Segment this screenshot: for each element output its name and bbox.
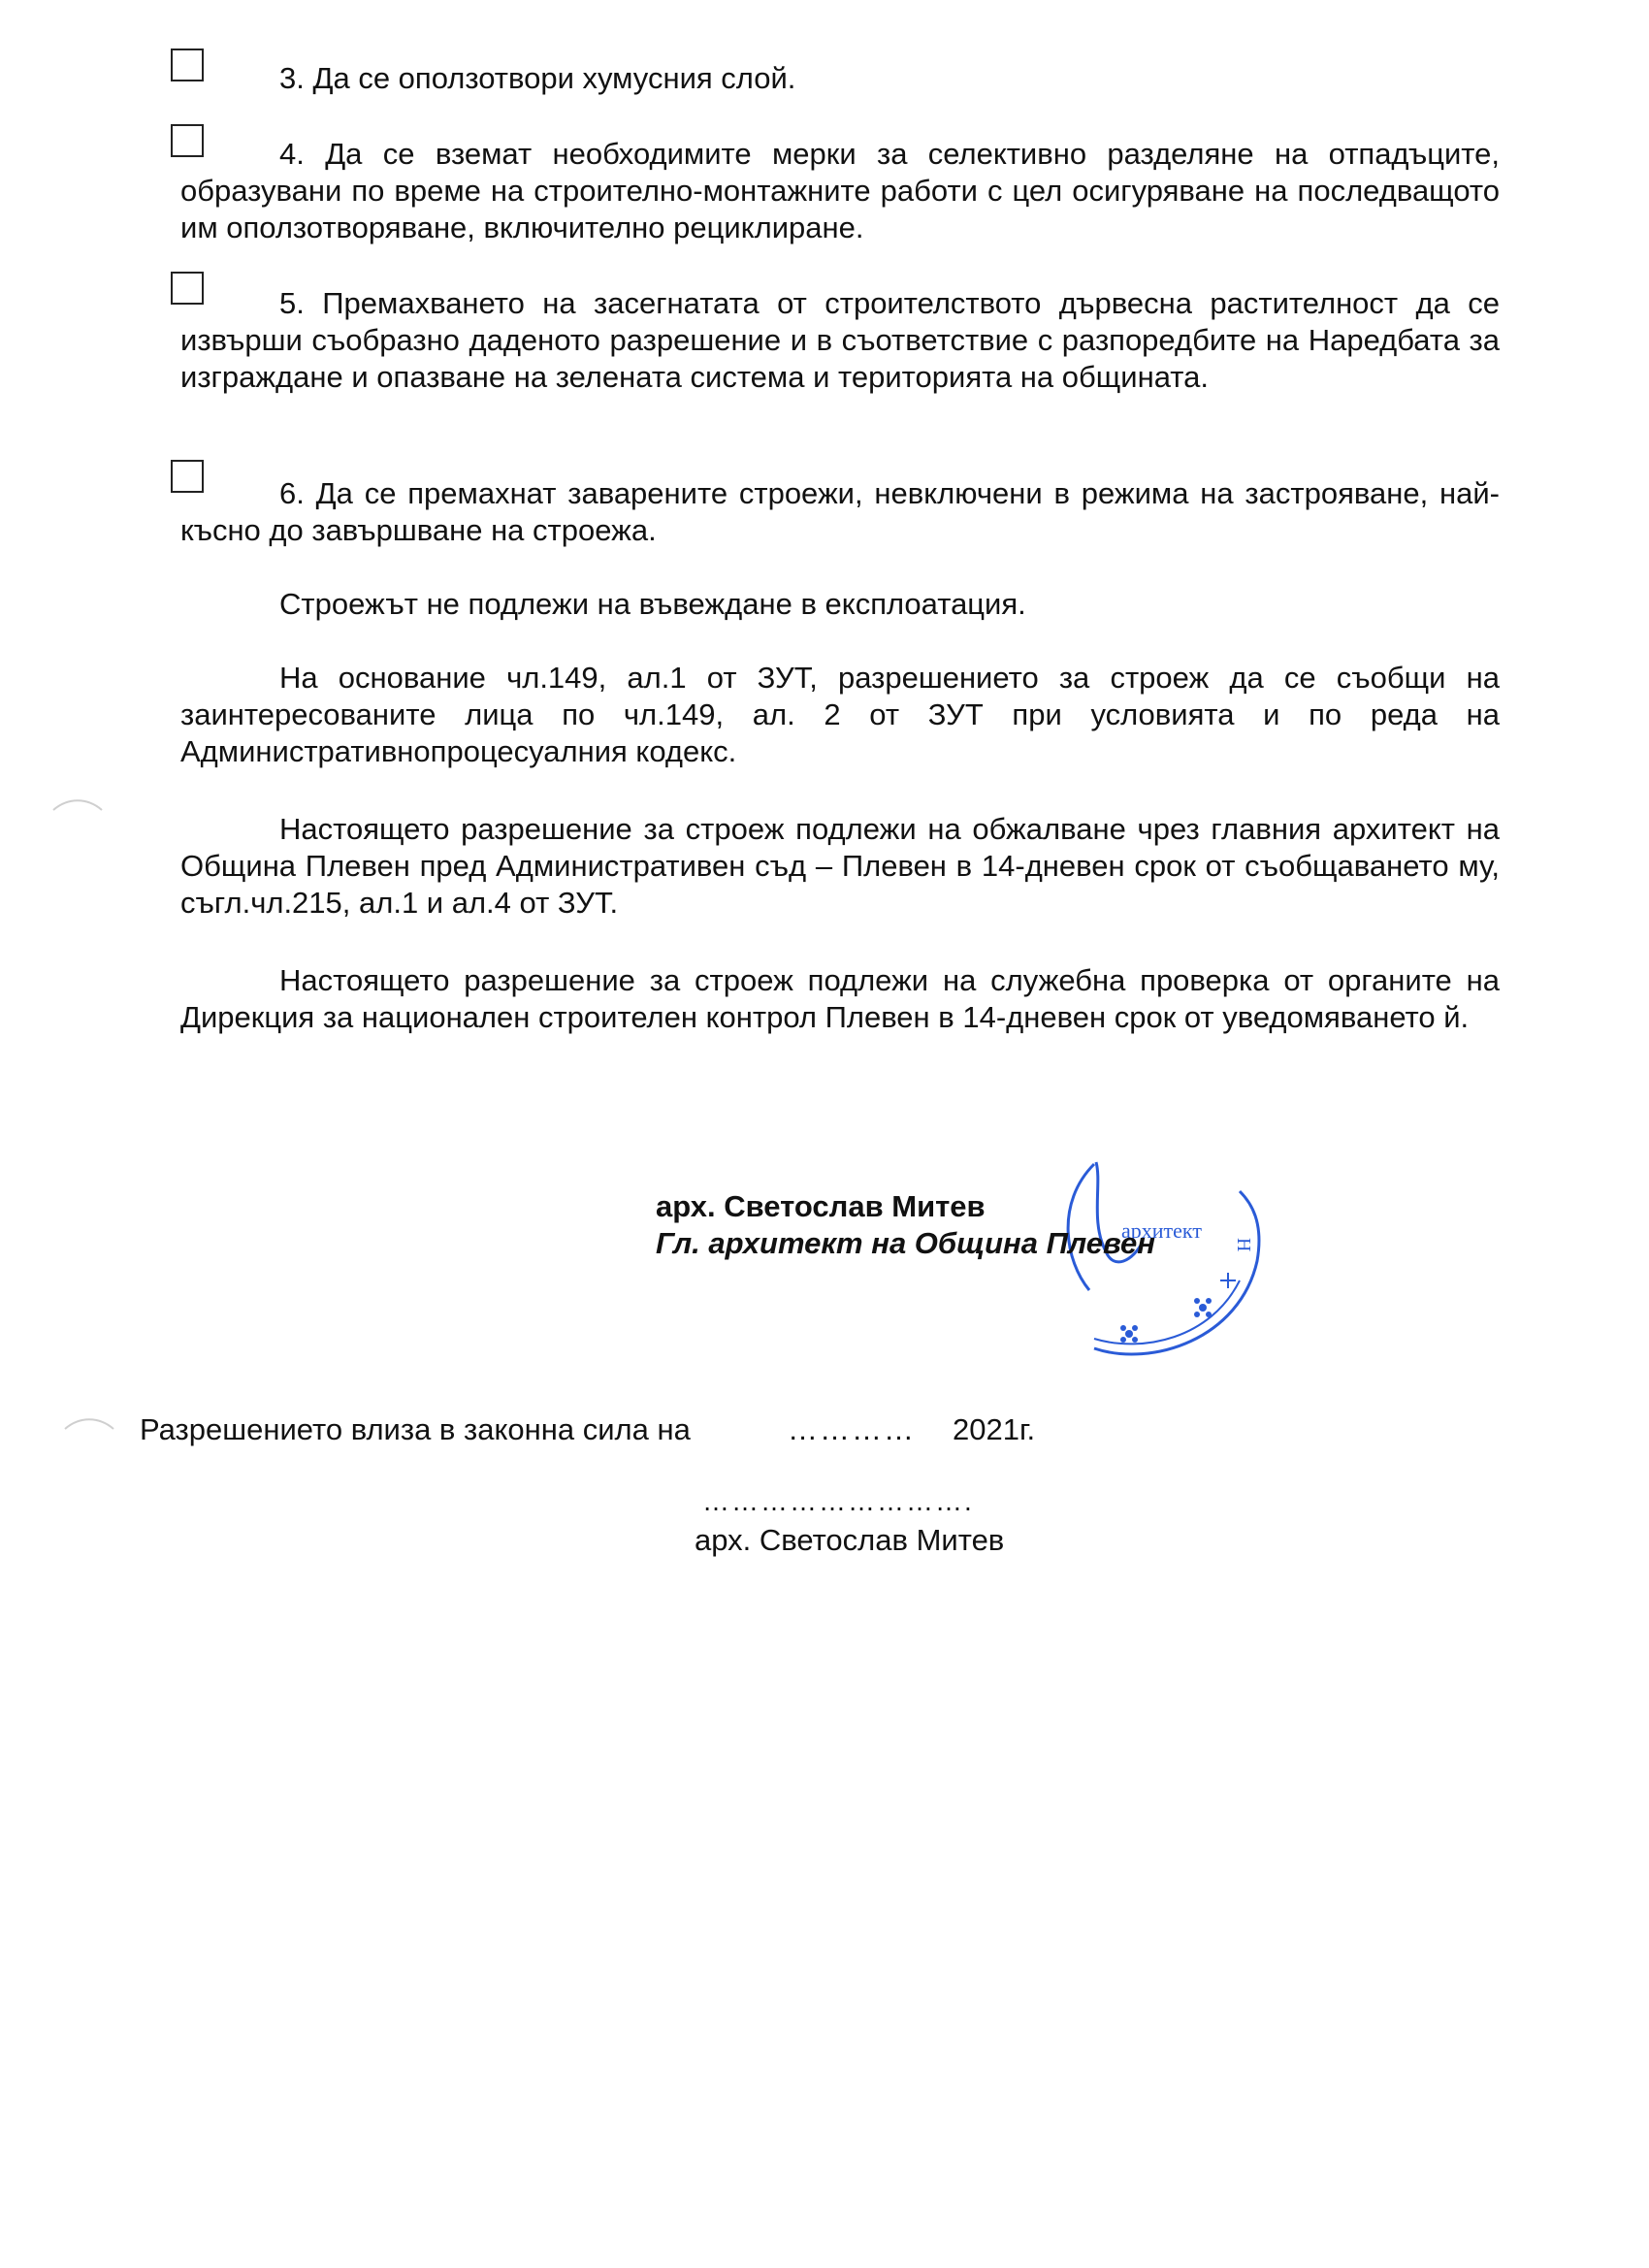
stamp-flower-icon [1120,1298,1212,1343]
hole-punch-mark-icon [48,795,107,815]
condition-item-6: 6. Да се премахнат заварените строежи, невключени в режима на застрояване, най-късно до завършване на строежа. [180,476,1500,547]
stamp-text: архитект [1121,1218,1202,1243]
paragraph-appeal: Настоящето разрешение за строеж подлежи на обжалване чрез главния архитект на Община Плевен пред Административен съд – Плевен в 14-дневен срок от съобщаването му, съгл.чл.215, ал.1 и ал.4 от ЗУТ. [180,812,1500,920]
paragraph-notification: На основание чл.149, ал.1 от ЗУТ, разрешението за строеж да се съобщи на заинтересованите лица по чл.149, ал. 2 от ЗУТ при условията и по реда на Административнопроцесуалния кодекс. [180,661,1500,768]
legal-force-year: 2021г. [953,1412,1036,1446]
signatory-name: арх. Светослав Митев [656,1189,986,1223]
condition-item-4: 4. Да се вземат необходимите мерки за селективно разделяне на отпадъците, образувани по време на строително-монтажните работи с цел осигуряване на последващото им оползотворяване, включително рециклиране. [180,137,1500,244]
footer-signature-line: ………………………. [702,1486,974,1516]
hole-punch-mark-icon [60,1414,118,1434]
signature-block [656,1188,1155,1262]
condition-item-5: 5. Премахването на засегнатата от строителството дървесна растителност да се извърши съобразно даденото разрешение и в съответствие с разпоредбите на Наредбата за изграждане и опазване на зелената система и територията на общината. [180,286,1500,394]
paragraph-no-commissioning: Строежът не подлежи на въвеждане в експлоатация. [279,587,1026,621]
legal-force-label: Разрешението влиза в законна сила на [140,1412,691,1446]
signatory-title: Гл. архитект на Община Плевен [656,1226,1155,1260]
svg-text:Н: Н [1233,1238,1254,1252]
legal-force-date-blank: ………… [788,1412,916,1446]
footer-signatory-name: арх. Светослав Митев [695,1523,1005,1557]
condition-item-3: 3. Да се оползотвори хумусния слой. [279,61,796,95]
legal-force-line [140,1411,1036,1448]
paragraph-inspection: Настоящето разрешение за строеж подлежи на служебна проверка от органите на Дирекция за национален строителен контрол Плевен в 14-дневен срок от уведомяването й. [180,963,1500,1034]
